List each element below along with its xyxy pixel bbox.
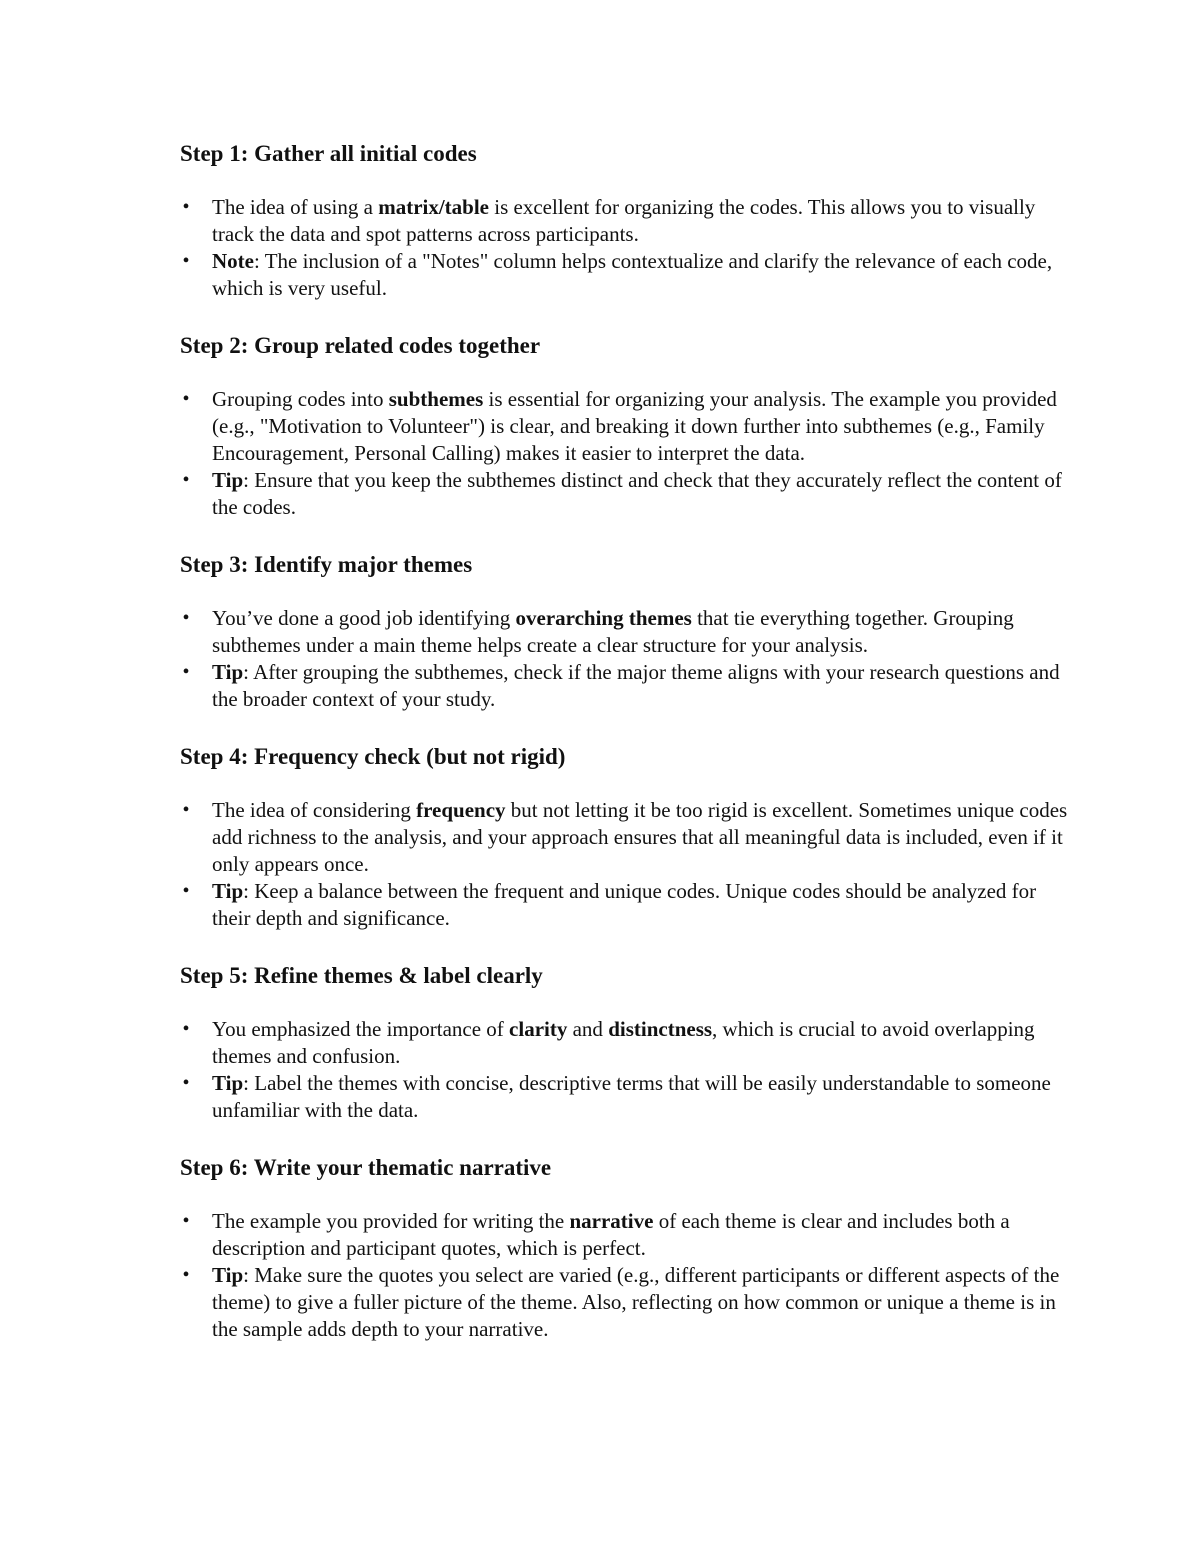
body-text: The example you provided for writing the — [212, 1209, 570, 1233]
emphasis-text: clarity — [509, 1017, 568, 1041]
step-section — [180, 551, 1070, 713]
step-section — [180, 743, 1070, 932]
step-heading: Step 4: Frequency check (but not rigid) — [180, 744, 566, 769]
body-text: that tie everything together. Grouping subthemes under a main theme helps create a clear structure for your analysis. — [212, 606, 1014, 657]
bullet-icon: • — [182, 880, 190, 902]
body-text: : Ensure that you keep the subthemes distinct and check that they accurately reflect the content of the codes. — [212, 468, 1062, 519]
step-heading: Step 3: Identify major themes — [180, 552, 473, 577]
bullet-list — [180, 797, 1070, 932]
body-text: You emphasized the importance of — [212, 1017, 510, 1041]
step-section — [180, 962, 1070, 1124]
bullet-icon: • — [182, 1264, 190, 1286]
emphasis-text: Tip — [212, 660, 244, 684]
step-heading: Step 6: Write your thematic narrative — [180, 1155, 552, 1180]
emphasis-text: matrix/table — [378, 195, 490, 219]
body-text: is excellent for organizing the codes. This allows you to visually track the data and spot patterns across participants. — [212, 195, 1036, 246]
list-item — [180, 248, 1070, 302]
body-text: , which is crucial to avoid overlapping themes and confusion. — [212, 1017, 1035, 1068]
body-text: The idea of using a — [212, 195, 379, 219]
bullet-icon: • — [182, 1210, 190, 1232]
step-heading: Step 2: Group related codes together — [180, 333, 541, 358]
list-item — [180, 194, 1070, 248]
list-item — [180, 1016, 1070, 1070]
emphasis-text: Tip — [212, 1263, 244, 1287]
list-item — [180, 659, 1070, 713]
bullet-icon: • — [182, 607, 190, 629]
bullet-icon: • — [182, 388, 190, 410]
bullet-icon: • — [182, 661, 190, 683]
body-text: : After grouping the subthemes, check if the major theme aligns with your research questions and the broader context of your study. — [212, 660, 1060, 711]
step-heading: Step 1: Gather all initial codes — [180, 141, 477, 166]
emphasis-text: narrative — [569, 1209, 654, 1233]
bullet-list — [180, 605, 1070, 713]
step-section — [180, 1154, 1070, 1343]
emphasis-text: frequency — [416, 798, 506, 822]
list-item — [180, 797, 1070, 878]
list-item — [180, 1208, 1070, 1262]
body-text: of each theme is clear and includes both a description and participant quotes, which is perfect. — [212, 1209, 1010, 1260]
bullet-icon: • — [182, 250, 190, 272]
bullet-list — [180, 194, 1070, 302]
bullet-icon: • — [182, 1072, 190, 1094]
emphasis-text: Tip — [212, 879, 244, 903]
list-item — [180, 1262, 1070, 1343]
bullet-list — [180, 1208, 1070, 1343]
emphasis-text: Note — [212, 249, 254, 273]
emphasis-text: distinctness — [608, 1017, 713, 1041]
body-text: : Make sure the quotes you select are varied (e.g., different participants or different aspects of the theme) to give a fuller picture of the theme. Also, reflecting on how common or unique a theme is in the sample adds depth to your narrative. — [212, 1263, 1060, 1341]
step-heading: Step 5: Refine themes & label clearly — [180, 963, 543, 988]
emphasis-text: subthemes — [388, 387, 484, 411]
bullet-icon: • — [182, 469, 190, 491]
body-text: and — [567, 1017, 609, 1041]
emphasis-text: Tip — [212, 1071, 244, 1095]
bullet-icon: • — [182, 1018, 190, 1040]
document-page — [180, 140, 1070, 1373]
body-text: You’ve done a good job identifying — [212, 606, 516, 630]
list-item — [180, 605, 1070, 659]
step-section — [180, 332, 1070, 521]
body-text: The idea of considering — [212, 798, 417, 822]
body-text: Grouping codes into — [212, 387, 389, 411]
list-item — [180, 467, 1070, 521]
body-text: : Keep a balance between the frequent and unique codes. Unique codes should be analyzed for their depth and significance. — [212, 879, 1037, 930]
bullet-list — [180, 1016, 1070, 1124]
body-text: is essential for organizing your analysis. The example you provided (e.g., "Motivation to Volunteer") is clear, and breaking it down further into subthemes (e.g., Family Encouragement, Personal Calling) makes it easier to interpret the data. — [212, 387, 1057, 465]
emphasis-text: overarching themes — [515, 606, 692, 630]
list-item — [180, 386, 1070, 467]
bullet-list — [180, 386, 1070, 521]
bullet-icon: • — [182, 799, 190, 821]
body-text: but not letting it be too rigid is excellent. Sometimes unique codes add richness to the analysis, and your approach ensures that all meaningful data is included, even if it only appears once. — [212, 798, 1068, 876]
list-item — [180, 878, 1070, 932]
emphasis-text: Tip — [212, 468, 244, 492]
bullet-icon: • — [182, 196, 190, 218]
list-item — [180, 1070, 1070, 1124]
body-text: : The inclusion of a "Notes" column helps contextualize and clarify the relevance of each code, which is very useful. — [212, 249, 1053, 300]
step-section — [180, 140, 1070, 302]
body-text: : Label the themes with concise, descriptive terms that will be easily understandable to someone unfamiliar with the data. — [212, 1071, 1051, 1122]
